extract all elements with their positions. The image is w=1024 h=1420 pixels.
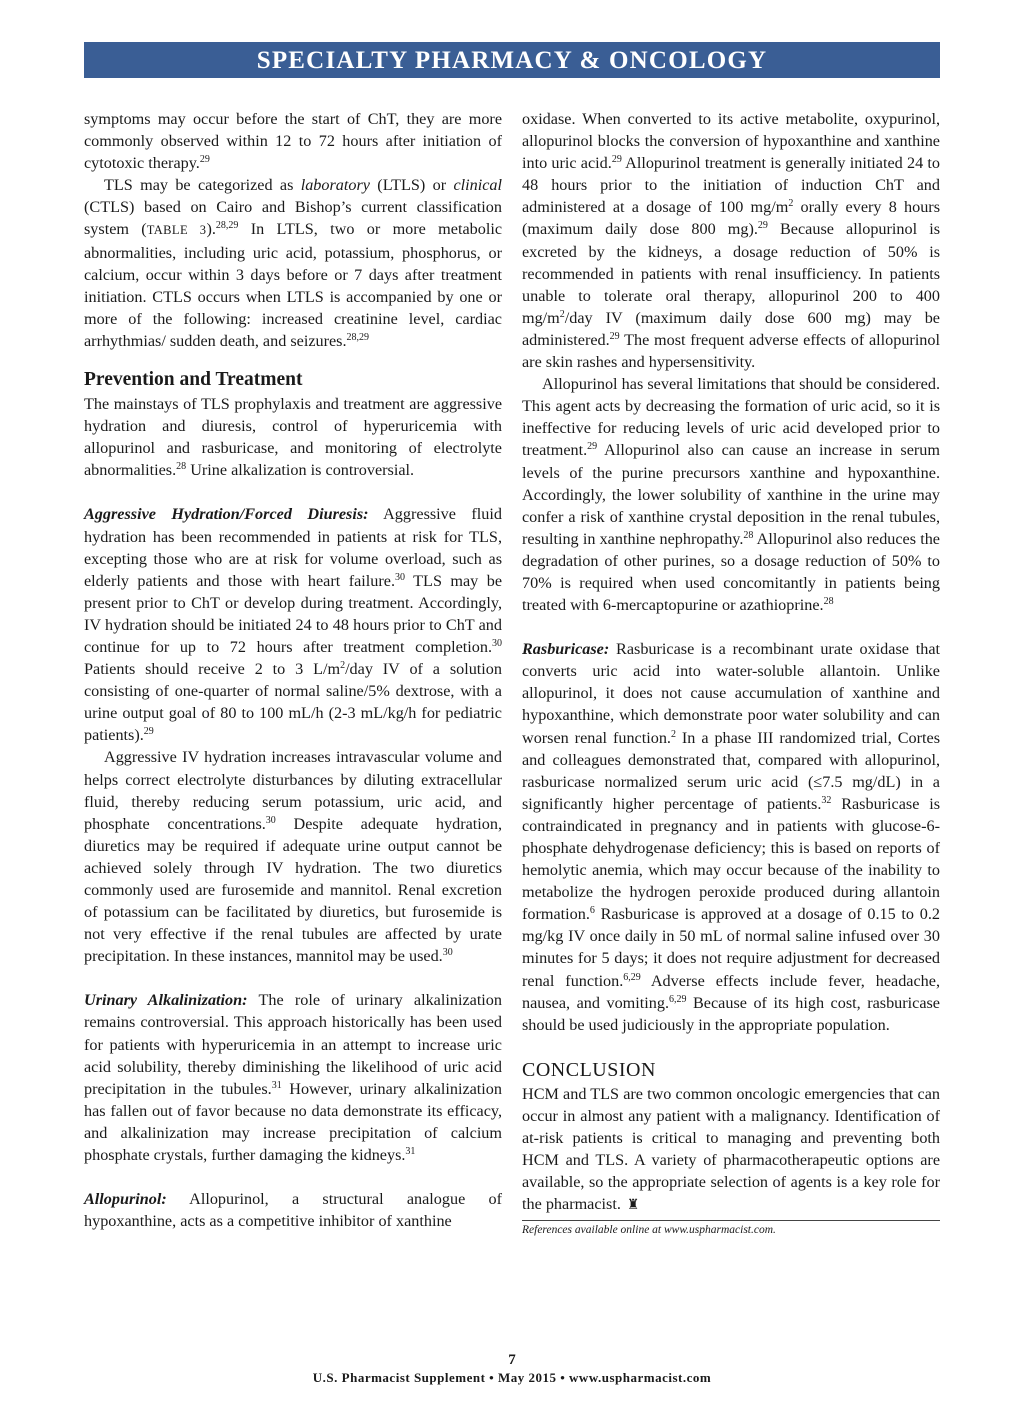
paragraph: Aggressive Hydration/Forced Diuresis: Aggressive fluid hydration has been recommended in patients at risk for TLS, excepting those who are at risk for volume overload, such as elderly patients and those with heart failure.$^{30}$ TLS may be present prior to ChT or develop during treatment. Accordingly, IV hydration should be initiated 24 to 48 hours prior to ChT and continue for up to 72 hours after treatment completion.$^{30}$ Patients should receive 2 to 3 $L/m^2$/day IV of a solution consisting of one-quarter of normal saline/5% dextrose, with a urine output goal of 80 to 100 mL/h (2-3 mL/kg/h for pediatric patients).$^{29}$ <box>84 505 503 745</box>
right-column <box>522 108 940 1238</box>
paragraph: Allopurinol has several limitations that should be considered. This agent acts by decreasing the formation of uric acid, so it is ineffective for reducing levels of uric acid developed prior to treatment.$^{29}$ Allopurinol also can cause an increase in serum levels of the purine precursors xanthine and hypoxanthine. Accordingly, the lower solubility of xanthine in the urine may confer a risk of xanthine crystal deposition in the renal tubules, resulting in xanthine nephropathy.$^{28}$ Allopurinol also reduces the degradation of other purines, so a dosage reduction of 50% to 70% is required when used concomitantly in patients being treated with 6-mercaptopurine or azathioprine.$^{28}$ <box>522 375 940 615</box>
paragraph: oxidase. When converted to its active metabolite, oxypurinol, allopurinol blocks the conversion of hypoxanthine and xanthine into uric acid.$^{29}$ Allopurinol treatment is generally initiated 24 to 48 hours prior to the initiation of induction ChT and administered at a dosage of 100 $mg/m^2$ orally every 8 hours (maximum daily dose 800 mg).$^{29}$ Because allopurinol is excreted by the kidneys, a dosage reduction of 50% is recommended in patients with renal insufficiency. In patients unable to tolerate oral therapy, allopurinol 200 to 400 $mg/m^2$/day IV (maximum daily dose 600 mg) may be administered.$^{29}$ The most frequent adverse effects of allopurinol are skin rashes and hypersensitivity. <box>522 110 941 372</box>
runin-heading: Aggressive Hydration/Forced Diuresis: <box>84 505 369 524</box>
table-reference: TABLE 3 <box>146 223 207 238</box>
paragraph: Aggressive IV hydration increases intravascular volume and helps correct electrolyte disturbances by diluting extracellular fluid, thereby reducing serum potassium, uric acid, and phosphate concentrations.$^{30}$ Despite adequate hydration, diuretics may be required if adequate urine output cannot be achieved solely through IV hydration. The two diuretics commonly used are furosemide and mannitol. Renal excretion of potassium can be facilitated by diuretics, but furosemide is not very effective if the renal tubules are affected by urate precipitation. In these instances, mannitol may be used.$^{30}$ <box>84 748 502 966</box>
paragraph: Allopurinol: Allopurinol, a structural analogue of hypoxanthine, acts as a competitive inhibitor of xanthine <box>84 1190 502 1231</box>
page-number: 7 <box>508 1352 516 1368</box>
left-column <box>84 108 502 1232</box>
runin-heading: Urinary Alkalinization: <box>84 991 248 1010</box>
paragraph: Rasburicase: Rasburicase is a recombinant urate oxidase that converts uric acid into water-soluble allantoin. Unlike allopurinol, it does not cause accumulation of xanthine and hypoxanthine, which demonstrate poor water solubility and can worsen renal function.$^2$ In a phase III randomized trial, Cortes and colleagues demonstrated that, compared with allopurinol, rasburicase normalized serum uric acid (≤7.5 mg/dL) in a significantly higher percentage of patients.$^{32}$ Rasburicase is contraindicated in pregnancy and in patients with glucose-6-phosphate dehydrogenase deficiency; this is based on reports of hemolytic anemia, which may occur because of the inability to metabolize the hydrogen peroxide produced during allantoin formation.$^6$ Rasburicase is approved at a dosage of 0.15 to 0.2 mg/kg IV once daily in 50 mL of normal saline infused over 30 minutes for 5 days; it does not require adjustment for decreased renal function.$^{6,29}$ Adverse effects include fever, headache, nausea, and vomiting.$^{6,29}$ Because of its high cost, rasburicase should be used judiciously in the appropriate population. <box>522 640 940 1034</box>
paragraph: Urinary Alkalinization: The role of urinary alkalinization remains controversial. This approach historically has been used for patients with hyperuricemia in an attempt to increase uric acid solubility, thereby diminishing the likelihood of uric acid precipitation in the tubules.$^{31}$ However, urinary alkalinization has fallen out of favor because no data demonstrate its efficacy, and alkalinization may increase precipitation of calcium phosphate crystals, further damaging the kidneys.$^{31}$ <box>84 991 502 1165</box>
paragraph: The mainstays of TLS prophylaxis and treatment are aggressive hydration and diuresis, control of hyperuricemia with allopurinol and rasburicase, and monitoring of electrolyte abnormalities.$^{28}$ Urine alkalization is controversial. <box>84 395 502 480</box>
paragraph: TLS may be categorized as laboratory (LTLS) or clinical (CTLS) based on Cairo and Bishop’s current classification system (TABLE 3).$^{28,29}$ In LTLS, two or more metabolic abnormalities, including uric acid, potassium, phosphorus, or calcium, occur within 3 days before or 7 days after treatment initiation. CTLS occurs when LTLS is accompanied by one or more of the following: increased creatinine level, cardiac arrhythmias/ sudden death, and seizures.$^{28,29}$ <box>84 176 503 350</box>
paragraph: symptoms may occur before the start of ChT, they are more commonly observed within 12 to 72 hours after initiation of cytotoxic therapy.$^{29}$ <box>84 110 502 173</box>
footer-line: U.S. Pharmacist Supplement • May 2015 • www.uspharmacist.com <box>312 1370 712 1385</box>
end-mark-icon: ♜ <box>626 1198 640 1214</box>
runin-heading: Rasburicase: <box>522 640 610 659</box>
paragraph: HCM and TLS are two common oncologic emergencies that can occur in almost any patient with a malignancy. Identification of at-risk patients is critical to managing and preventing both HCM and TLS. A variety of pharmacotherapeutic options are available, so the appropriate selection of agents is a key role for the pharmacist. ♜ <box>522 1083 940 1218</box>
references-note: References available online at www.uspharmacist.com. <box>522 1220 940 1238</box>
runin-heading: Allopurinol: <box>84 1190 167 1209</box>
section-banner: SPECIALTY PHARMACY & ONCOLOGY <box>84 42 940 78</box>
section-heading: CONCLUSION <box>522 1058 656 1081</box>
section-heading: Prevention and Treatment <box>84 369 303 391</box>
